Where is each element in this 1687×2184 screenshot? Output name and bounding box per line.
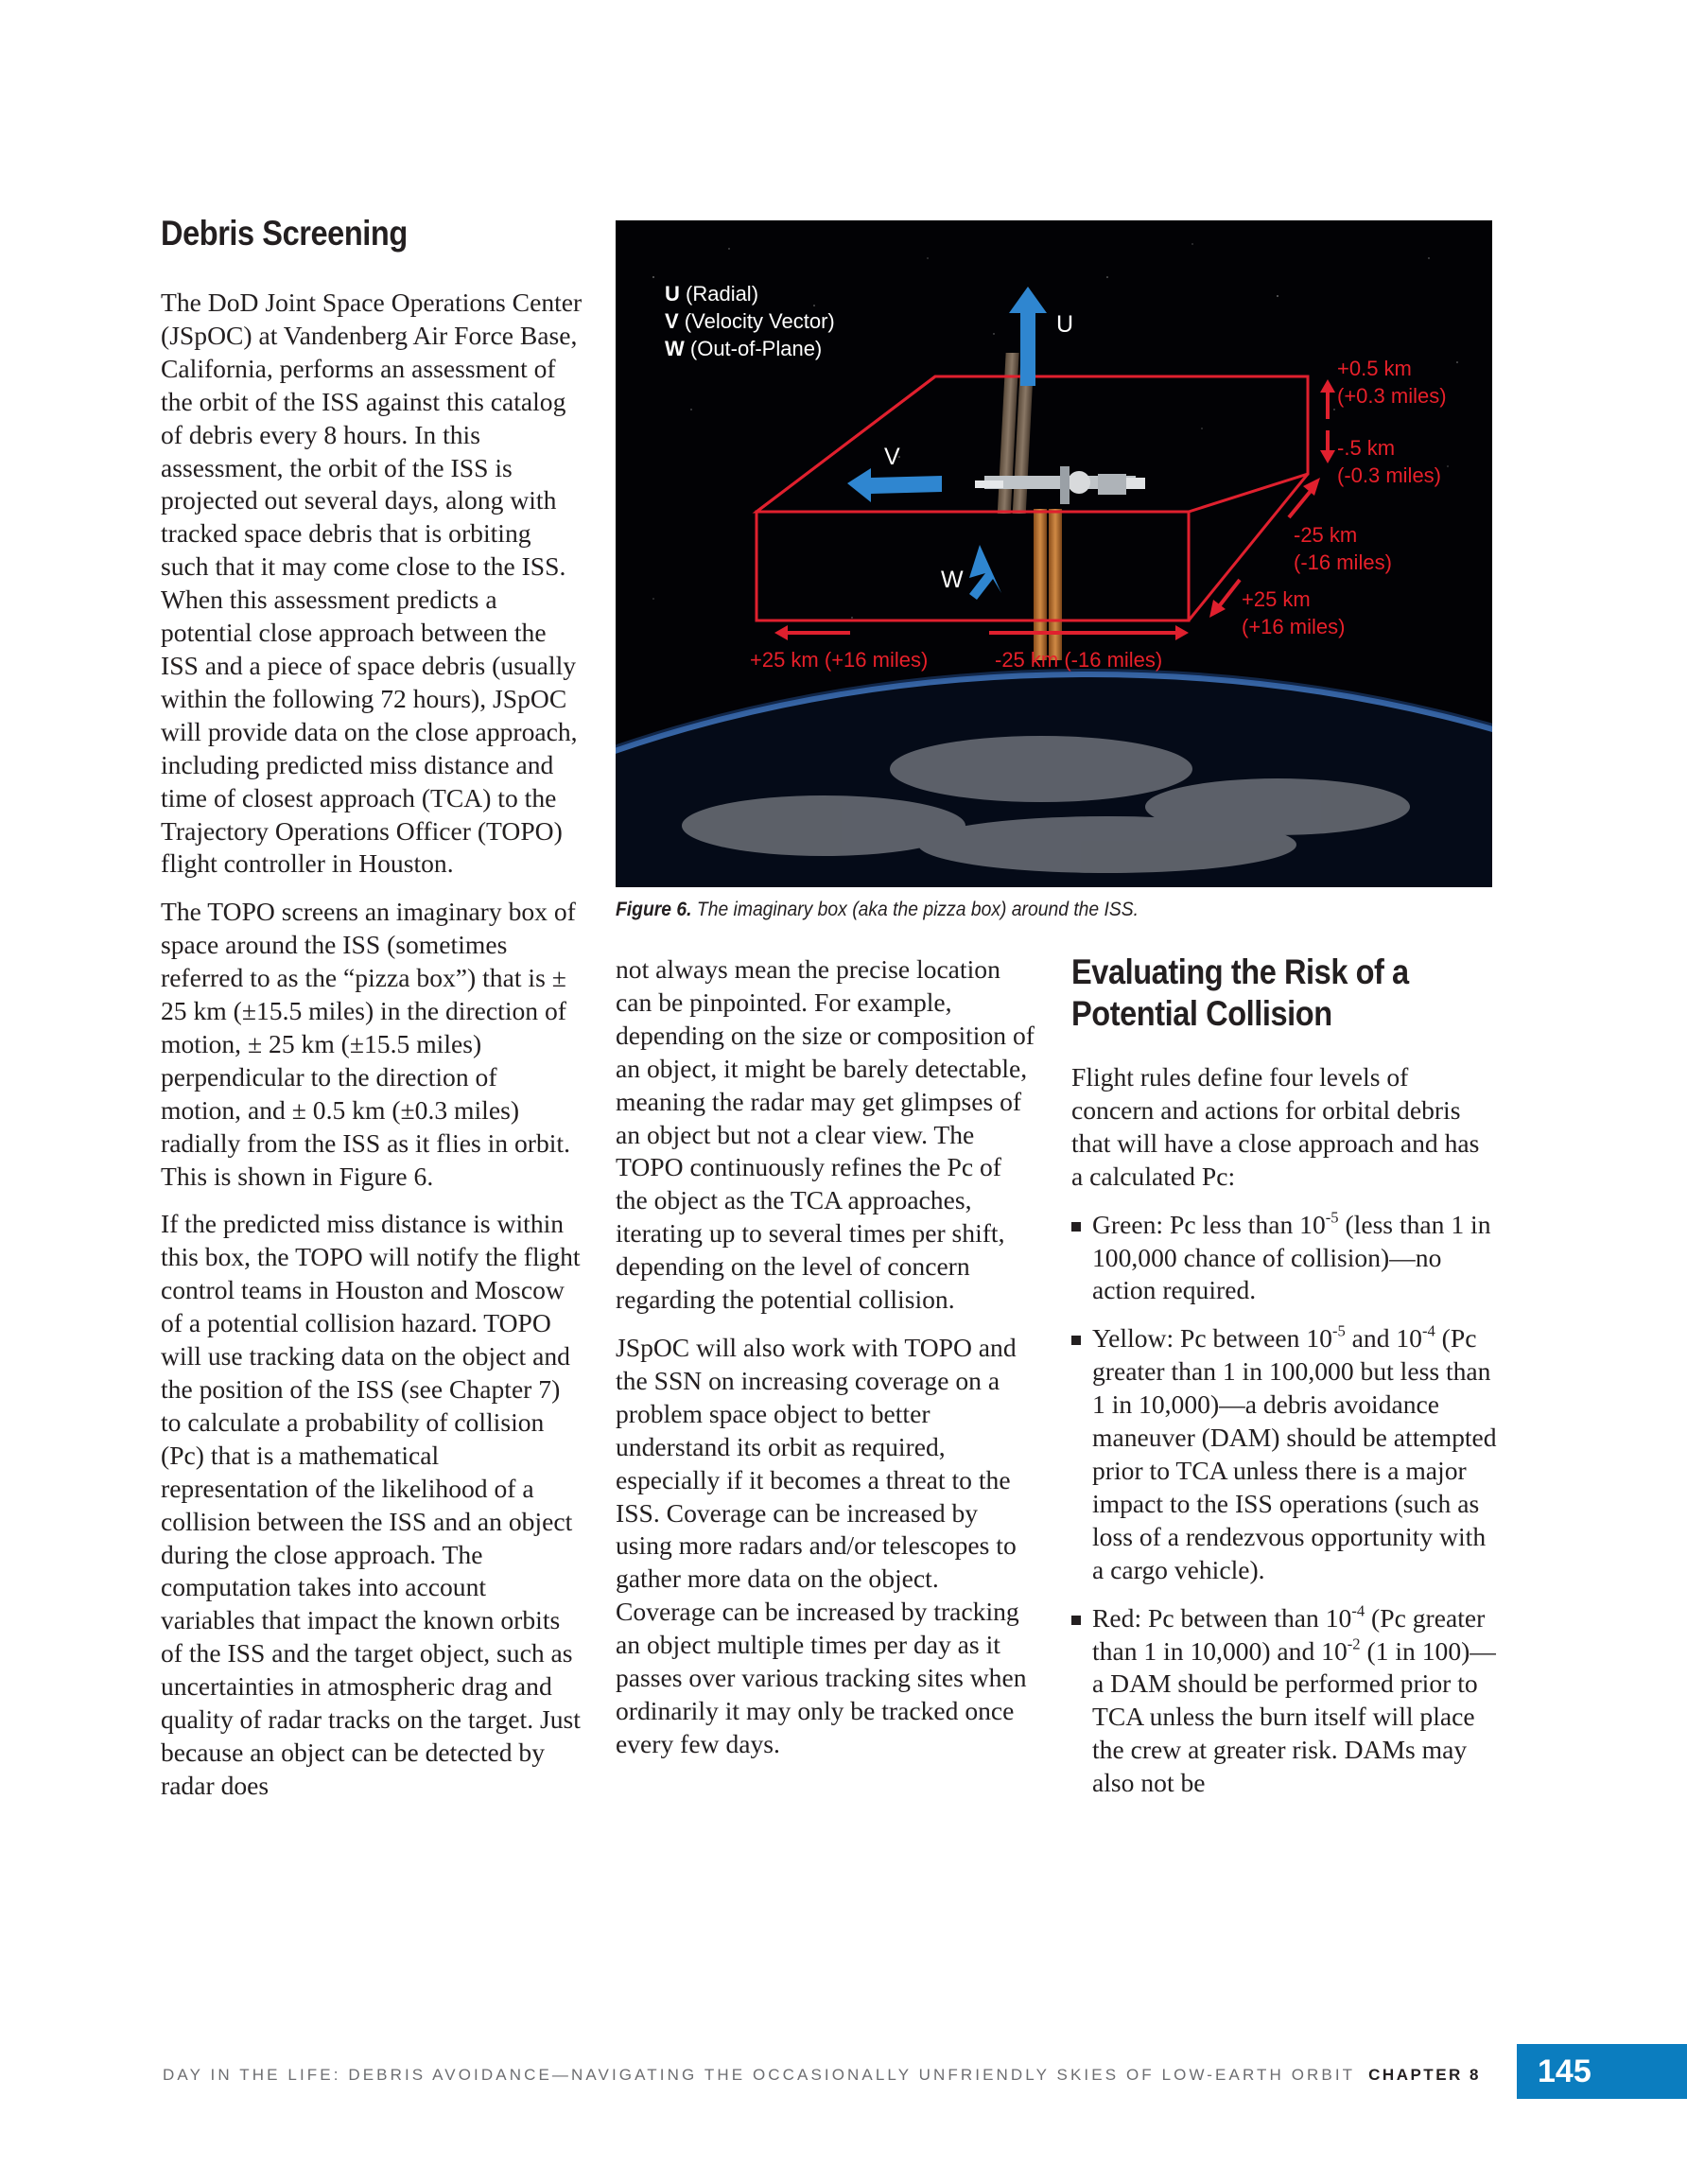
list-item-yellow: Yellow: Pc between $10^{-5}$ and $10^{-4}$ (Pc greater than 1 in 100,000 but less than 1 in 10,000)—a debris avoidance maneuver (DAM) should be attempted prior to TCA unless there is a major impact to the ISS operations (such as loss of a rendezvous opportunity with a cargo vehicle). — [1071, 1322, 1497, 1586]
section-heading-evaluating-risk-line1: Evaluating the Risk of a — [1071, 952, 1409, 991]
running-title: DAY IN THE LIFE: DEBRIS AVOIDANCE—NAVIGATING THE OCCASIONALLY UNFRIENDLY SKIES OF LOW-EARTH ORBIT — [163, 2066, 1356, 2084]
legend-w: W (Out-of-Plane) — [665, 337, 823, 360]
page-footer — [0, 2053, 1687, 2090]
section-heading-evaluating-risk-line2: Potential Collision — [1071, 994, 1332, 1033]
label-plus-velocity: +25 km (+16 miles) — [750, 648, 929, 672]
middle-column — [616, 953, 1037, 1776]
risk-level-list — [1071, 1209, 1497, 1800]
right-column — [1071, 952, 1497, 1815]
bullet-square-icon — [1071, 1222, 1081, 1232]
label-plus-out-km: +25 km — [1242, 587, 1311, 611]
paragraph: If the predicted miss distance is within this box, the TOPO will notify the flight control teams in Houston and Moscow of a potential collision hazard. TOPO will use tracking data on the object and the position of the ISS (see Chapter 7) to calculate a probability of collision (Pc) that is a mathematical representation of the likelihood of a collision between the ISS and an object during the close approach. The computation takes into account variables that impact the known orbits of the ISS and the target object, such as uncertainties in atmospheric drag and quality of radar tracks on the target. Just because an object can be detected by radar does — [161, 1209, 581, 1800]
legend-v: V (Velocity Vector) — [665, 309, 835, 333]
label-minus-radial-mi: (-0.3 miles) — [1337, 463, 1442, 487]
label-minus-radial-km: -.5 km — [1337, 436, 1396, 460]
axis-label-v: V — [884, 444, 900, 470]
list-item-green: Green: Pc less than $10^{-5}$ (less than 1 in 100,000 chance of collision)—no action required. — [1071, 1209, 1497, 1308]
axis-label-w: W — [941, 567, 964, 593]
footer-running-title — [163, 2066, 1481, 2085]
label-plus-out-mi: (+16 miles) — [1242, 615, 1346, 638]
footer-chapter: CHAPTER 8 — [1368, 2066, 1481, 2084]
axis-label-u: U — [1056, 311, 1074, 338]
label-plus-radial-mi: (+0.3 miles) — [1337, 384, 1447, 408]
section-heading-debris-screening: Debris Screening — [161, 214, 408, 253]
caption-text: The imaginary box (aka the pizza box) around the ISS. — [691, 899, 1139, 920]
bullet-square-icon — [1071, 1616, 1081, 1625]
left-column — [161, 214, 583, 1818]
page-number: 145 — [1517, 2044, 1687, 2099]
label-plus-radial-km: +0.5 km — [1337, 357, 1412, 380]
label-minus-velocity: -25 km (-16 miles) — [995, 648, 1163, 672]
label-minus-out-km: -25 km — [1294, 523, 1358, 547]
figure-illustration — [616, 220, 1492, 887]
paragraph: JSpOC will also work with TOPO and the SSN on increasing coverage on a problem space object to better understand its orbit as required, especially if it becomes a threat to the ISS. Coverage can be increased by using more radars and/or telescopes to gather more data on the object. Coverage can be increased by tracking an object multiple times per day as it passes over various tracking sites when ordinarily it may only be tracked once every few days. — [616, 1332, 1027, 1758]
paragraph: not always mean the precise location can be pinpointed. For example, depending on the size or composition of an object, it might be barely detectable, meaning the radar may get glimpses of an object but not a clear view. The TOPO continuously refines the Pc of the object as the TCA approaches, iterating up to several times per shift, depending on the level of concern regarding the potential collision. — [616, 954, 1035, 1315]
figure-caption — [616, 899, 1139, 921]
paragraph: The DoD Joint Space Operations Center (JSpOC) at Vandenberg Air Force Base, California, performs an assessment of the orbit of the ISS against this catalog of debris every 8 hours. In this assessment, the orbit of the ISS is projected out several days, along with tracked space debris that is orbiting such that it may come close to the ISS. When this assessment predicts a potential close approach between the ISS and a piece of space debris (usually within the following 72 hours), JSpOC will provide data on the close approach, including predicted miss distance and time of closest approach (TCA) to the Trajectory Operations Officer (TOPO) flight controller in Houston. — [161, 288, 583, 879]
paragraph: Flight rules define four levels of concern and actions for orbital debris that will have a close approach and has a calculated Pc: — [1071, 1062, 1480, 1191]
list-item-red: Red: Pc between than $10^{-4}$ (Pc greater than 1 in 10,000) and $10^{-2}$ (1 in 100)—a DAM should be performed prior to TCA unless the burn itself will place the crew at greater risk. DAMs may also not be — [1071, 1602, 1497, 1800]
caption-label: Figure 6. — [616, 899, 692, 920]
figure-pizza-box — [616, 220, 1492, 887]
bullet-square-icon — [1071, 1336, 1081, 1345]
label-minus-out-mi: (-16 miles) — [1294, 550, 1392, 574]
paragraph: The TOPO screens an imaginary box of space around the ISS (sometimes referred to as the “pizza box”) that is ± 25 km (±15.5 miles) in the direction of motion, ± 25 km (±15.5 miles) perpendicular to the direction of motion, and ± 0.5 km (±0.3 miles) radially from the ISS as it flies in orbit. This is shown in Figure 6. — [161, 897, 576, 1191]
legend-u: U (Radial) — [665, 282, 759, 306]
